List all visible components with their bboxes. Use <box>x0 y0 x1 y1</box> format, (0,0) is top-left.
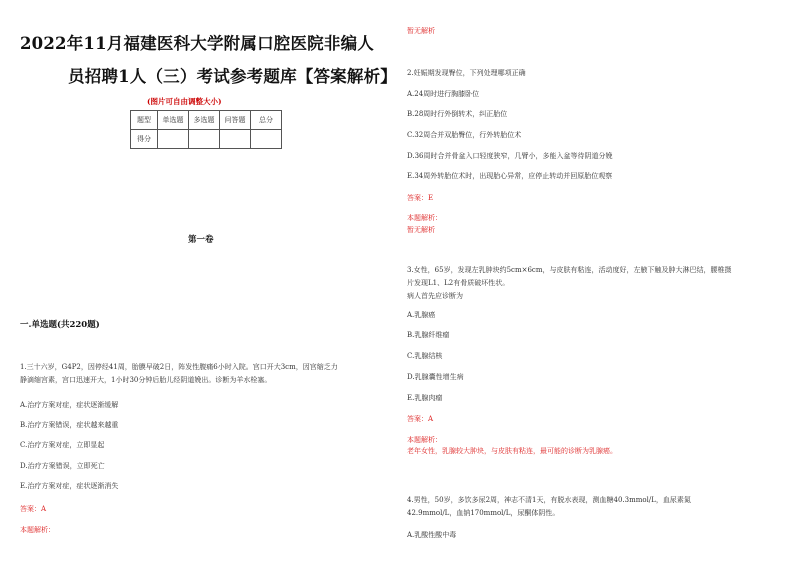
question-2-option-b: B.28周时行外倒转术，纠正胎位 <box>407 110 508 118</box>
question-1-line-1: 1.三十六岁，G4P2，因停经41周，胎膜早破2日，阵发性腹痛6小时入院。宫口开大3cm，因宫缩乏力 <box>20 363 338 371</box>
question-3-text <box>407 264 795 303</box>
question-3-option-c: C.乳腺结核 <box>407 352 443 360</box>
question-2-option-c: C.32周合并双胎臀位，行外转胎位术 <box>407 131 522 139</box>
score-cell <box>189 130 220 149</box>
score-header-cell: 单选题 <box>158 111 189 130</box>
page-title <box>20 27 397 93</box>
previous-analysis: 暂无解析 <box>407 27 435 35</box>
score-header-cell: 问答题 <box>220 111 251 130</box>
question-1-option-e: E.治疗方案对症，症状逐渐消失 <box>20 482 119 490</box>
question-3-option-b: B.乳腺纤维瘤 <box>407 331 450 339</box>
question-2-answer: 答案：E <box>407 194 434 202</box>
question-1-option-d: D.治疗方案错误，立即死亡 <box>20 462 105 470</box>
question-3-line-1: 3.女性，65岁，发现左乳肿块约5cm×6cm，与皮肤有粘连，活动度好，左腋下触及肿大淋巴结，腰椎摄 <box>407 266 732 274</box>
question-4-text <box>407 494 795 520</box>
question-1-option-c: C.治疗方案对症，立即显起 <box>20 441 105 449</box>
question-1-text <box>20 361 392 387</box>
question-1-option-a: A.治疗方案对症，症状逐渐缓解 <box>20 401 119 409</box>
score-header-cell: 题型 <box>131 111 158 130</box>
image-note: (图片可自由调整大小) <box>147 97 222 106</box>
question-1-answer: 答案：A <box>20 505 47 513</box>
score-cell <box>251 130 282 149</box>
title-line-1: 2022年11月福建医科大学附属口腔医院非编人 <box>20 34 374 53</box>
section-heading: 一.单选题(共220题) <box>20 320 100 330</box>
question-3-option-a: A.乳腺癌 <box>407 311 436 319</box>
score-table-value-row <box>131 130 282 149</box>
question-2-option-a: A.24周时进行胸膝卧位 <box>407 90 480 98</box>
score-table-header-row <box>131 111 282 130</box>
question-3-analysis-label: 本题解析： <box>407 436 442 444</box>
question-1-analysis-label: 本题解析： <box>20 526 55 534</box>
question-3-line-3: 病人首先应诊断为 <box>407 292 463 300</box>
question-3-analysis: 老年女性，乳腺较大肿块，与皮肤有粘连，最可能的诊断为乳腺癌。 <box>407 447 617 455</box>
question-3-option-d: D.乳腺囊性增生病 <box>407 373 464 381</box>
question-4-line-2: 42.9mmol/L，血钠170mmol/L，尿酮体阴性。 <box>407 509 560 517</box>
title-line-2: 员招聘1人（三）考试参考题库【答案解析】 <box>68 67 397 86</box>
question-2-option-e: E.34周外转胎位术时，出现胎心异常，应停止转动并回原胎位观察 <box>407 172 613 180</box>
question-2-analysis-label: 本题解析： <box>407 214 442 222</box>
question-3-option-e: E.乳腺肉瘤 <box>407 394 443 402</box>
score-header-cell: 多选题 <box>189 111 220 130</box>
question-2-option-d: D.36周时合并骨盆入口轻度狭窄，几臂小，多能入盆等待阴道分娩 <box>407 152 613 160</box>
question-2-text: 2.妊娠期发现臀位，下列处理哪项正确 <box>407 69 526 77</box>
score-header-cell: 总分 <box>251 111 282 130</box>
question-4-line-1: 4.男性，50岁，多饮多尿2周，神志不清1天，有脱水表现，测血糖40.3mmol/L，血尿素氮 <box>407 496 691 504</box>
question-2-analysis: 暂无解析 <box>407 226 435 234</box>
score-cell <box>158 130 189 149</box>
score-table <box>130 110 282 149</box>
volume-heading: 第一卷 <box>188 235 214 245</box>
question-3-answer: 答案：A <box>407 415 434 423</box>
question-3-line-2: 片发现L1、L2有骨质破坏性状。 <box>407 279 510 287</box>
score-cell <box>220 130 251 149</box>
question-1-line-2: 静滴缩宫素，宫口迅速开大，1小时30分钟后胎儿经阴道娩出。诊断为羊水栓塞。 <box>20 376 272 384</box>
score-row-label: 得分 <box>131 130 158 149</box>
question-1-option-b: B.治疗方案错误，症状越来越重 <box>20 421 119 429</box>
question-4-option-a: A.乳酸性酸中毒 <box>407 531 457 539</box>
